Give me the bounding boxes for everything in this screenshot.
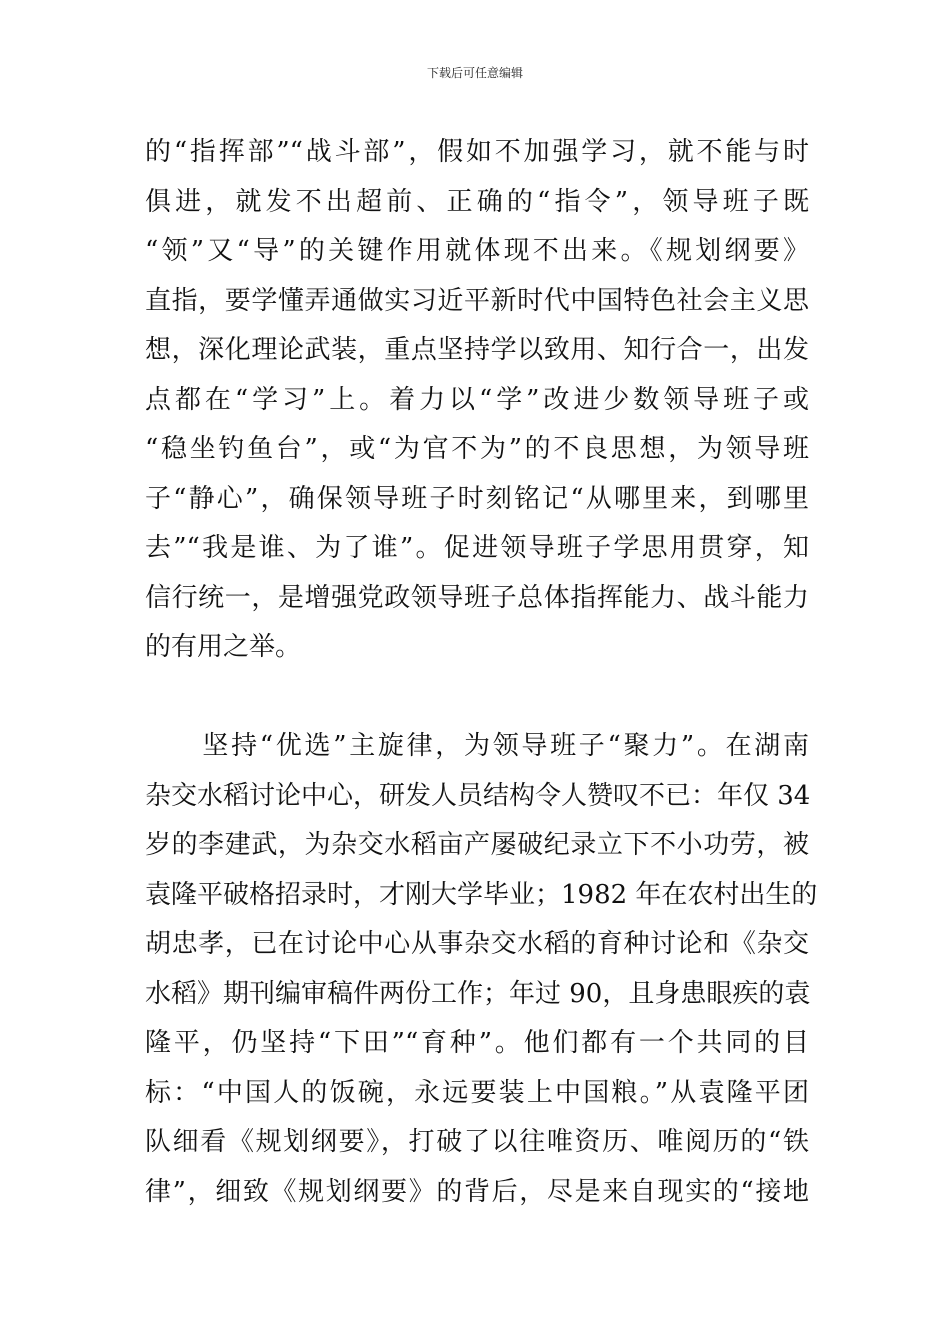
text-line: 直指，要学懂弄通做实习近平新时代中国特色社会主义思 [145,285,809,316]
text-line: 坚持“优选”主旋律，为领导班子“聚力”。在湖南 [145,731,809,761]
page-header: 下载后可任意编辑 [426,66,523,80]
paragraph [145,722,818,1217]
text-line: 隆平，仍坚持“下田”“育种”。他们都有一个共同的目 [145,1028,809,1058]
text-line: 想，深化理论武装，重点坚持学以致用、知行合一，出发 [145,335,809,365]
text-line: 去”“我是谁、为了谁”。促进领导班子学思用贯穿，知 [145,533,809,563]
text-line: 袁隆平破格招录时，才刚大学毕业；1982 年在农村出生的 [145,879,818,910]
text-line: 标：“中国人的饭碗，永远要装上中国粮。”从袁隆平团 [145,1077,809,1108]
text-line: 水稻》期刊编审稿件两份工作；年过 90，且身患眼疾的袁 [145,978,811,1009]
text-line: 胡忠孝，已在讨论中心从事杂交水稻的育种讨论和《杂交 [145,929,809,959]
document-body [145,128,818,1217]
text-line: 俱进，就发不出超前、正确的“指令”，领导班子既 [145,186,809,217]
paragraph [145,128,809,673]
text-line: 律”，细致《规划纲要》的背后，尽是来自现实的“接地 [145,1176,809,1207]
text-line: “稳坐钓鱼台”，或“为官不为”的不良思想，为领导班 [145,434,809,464]
text-line: 信行统一，是增强党政领导班子总体指挥能力、战斗能力 [145,582,809,613]
text-line: “领”又“导”的关键作用就体现不出来。《规划纲要》 [145,236,809,266]
text-line: 岁的李建武，为杂交水稻亩产屡破纪录立下不小功劳，被 [145,830,809,860]
text-line: 的“指挥部”“战斗部”，假如不加强学习，就不能与时 [145,137,809,167]
text-line: 的有用之举。 [145,632,302,662]
text-line: 子“静心”，确保领导班子时刻铭记“从哪里来，到哪里 [145,483,809,514]
paragraph-gap [145,673,809,723]
text-line: 杂交水稻讨论中心，研发人员结构令人赞叹不已：年仅 34 [145,780,811,811]
text-line: 点都在“学习”上。着力以“学”改进少数领导班子或 [145,384,809,415]
text-line: 队细看《规划纲要》，打破了以往唯资历、唯阅历的“铁 [145,1127,809,1157]
